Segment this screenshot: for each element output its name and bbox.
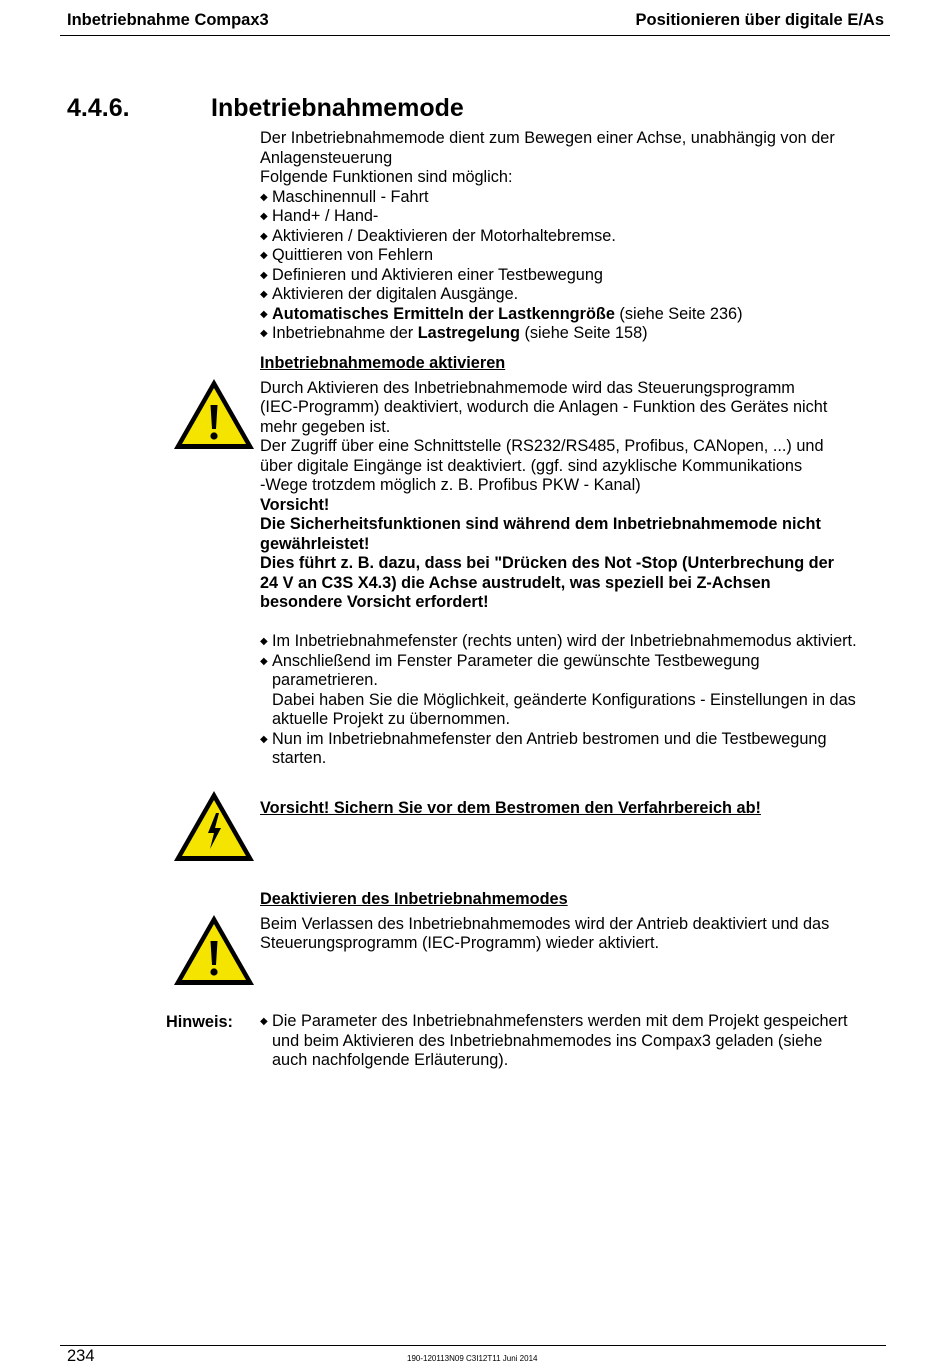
deactivate-line: Beim Verlassen des Inbetriebnahmemodes wird der Antrieb deaktiviert und das [260, 914, 830, 933]
caution-line: besondere Vorsicht erfordert! [260, 593, 489, 611]
bullet-text: (siehe Seite 158) [519, 324, 648, 342]
step-continuation: parametrieren. [272, 671, 378, 689]
bullet-text: Inbetriebnahme der [272, 324, 418, 342]
deactivate-heading: Deaktivieren des Inbetriebnahmemodes [260, 890, 568, 908]
function-bullet: ◆ Maschinennull - Fahrt [260, 188, 890, 208]
intro-block [260, 129, 890, 344]
caution-line: Dies führt z. B. dazu, dass bei "Drücken des Not -Stop (Unterbrechung der [260, 554, 835, 572]
intro-line: Anlagensteuerung [260, 148, 393, 167]
deactivate-block [260, 890, 890, 954]
warning-exclamation-icon [172, 377, 256, 451]
intro-line: Folgende Funktionen sind möglich: [260, 168, 513, 186]
step-continuation: aktuelle Projekt zu übernommen. [272, 710, 511, 728]
activate-heading: Inbetriebnahmemode aktivieren [260, 354, 506, 372]
warning-electric-icon [172, 789, 256, 863]
steps-block [260, 632, 890, 769]
activate-block [260, 354, 890, 613]
step-continuation: starten. [272, 749, 327, 767]
function-bullet-lastkenngroesse [260, 305, 890, 325]
document-id: 190-120113N09 C3I12T11 Juni 2014 [407, 1354, 538, 1363]
header-left: Inbetriebnahme Compax3 [67, 11, 269, 29]
footer-rule [60, 1345, 886, 1346]
activate-line: Der Zugriff über eine Schnittstelle (RS232/RS485, Profibus, CANopen, ...) und [260, 437, 824, 455]
function-bullet: ◆ Quittieren von Fehlern [260, 246, 890, 266]
caution-line: gewährleistet! [260, 534, 370, 553]
caution-line: 24 V an C3S X4.3) die Achse austrudelt, was speziell bei Z-Achsen [260, 573, 771, 592]
function-bullet: ◆ Hand+ / Hand- [260, 207, 890, 227]
activate-line: mehr gegeben ist. [260, 417, 391, 436]
function-bullet-lastregelung [260, 324, 890, 344]
bullet-text: (siehe Seite 236) [614, 304, 743, 323]
hinweis-line: und beim Aktivieren des Inbetriebnahmemodes ins Compax3 geladen (siehe [272, 1031, 823, 1050]
caution-line: Vorsicht! [260, 495, 330, 514]
section-number: 4.4.6. [67, 94, 130, 122]
section-title: Inbetriebnahmemode [211, 94, 464, 122]
activate-line: Durch Aktivieren des Inbetriebnahmemode wird das Steuerungsprogramm [260, 378, 795, 397]
step-bullet: ◆ Nun im Inbetriebnahmefenster den Antrieb bestromen und die Testbewegung [260, 730, 890, 750]
header-right: Positionieren über digitale E/As [635, 11, 884, 29]
step-bullet: ◆ Im Inbetriebnahmefenster (rechts unten) wird der Inbetriebnahmemodus aktiviert. [260, 632, 890, 652]
hinweis-line: ◆ Die Parameter des Inbetriebnahmefensters werden mit dem Projekt gespeichert [260, 1012, 890, 1032]
header-rule [60, 35, 890, 36]
caution-line: Die Sicherheitsfunktionen sind während dem Inbetriebnahmemode nicht [260, 515, 821, 533]
function-bullet: ◆ Aktivieren / Deaktivieren der Motorhaltebremse. [260, 227, 890, 247]
step-continuation: Dabei haben Sie die Möglichkeit, geänderte Konfigurations - Einstellungen in das [272, 690, 856, 709]
hinweis-label: Hinweis: [166, 1013, 233, 1031]
function-bullet: ◆ Aktivieren der digitalen Ausgänge. [260, 285, 890, 305]
hinweis-block [260, 1012, 890, 1071]
activate-line: über digitale Eingänge ist deaktiviert. (ggf. sind azyklische Kommunikations [260, 456, 803, 475]
intro-line: Der Inbetriebnahmemode dient zum Bewegen einer Achse, unabhängig von der [260, 129, 835, 147]
warning-exclamation-icon [172, 913, 256, 987]
step-bullet: ◆ Anschließend im Fenster Parameter die gewünschte Testbewegung [260, 652, 890, 672]
activate-line: -Wege trotzdem möglich z. B. Profibus PKW - Kanal) [260, 476, 641, 494]
deactivate-line: Steuerungsprogramm (IEC-Programm) wieder aktiviert. [260, 934, 660, 952]
electric-warning-text: Vorsicht! Sichern Sie vor dem Bestromen den Verfahrbereich ab! [260, 799, 761, 817]
activate-line: (IEC-Programm) deaktiviert, wodurch die Anlagen - Funktion des Gerätes nicht [260, 398, 828, 416]
function-bullet: ◆ Definieren und Aktivieren einer Testbewegung [260, 266, 890, 286]
bullet-bold: Automatisches Ermitteln der Lastkenngröße [272, 304, 615, 323]
page-number: 234 [67, 1347, 95, 1365]
bullet-bold: Lastregelung [417, 324, 520, 342]
hinweis-line: auch nachfolgende Erläuterung). [272, 1051, 509, 1069]
